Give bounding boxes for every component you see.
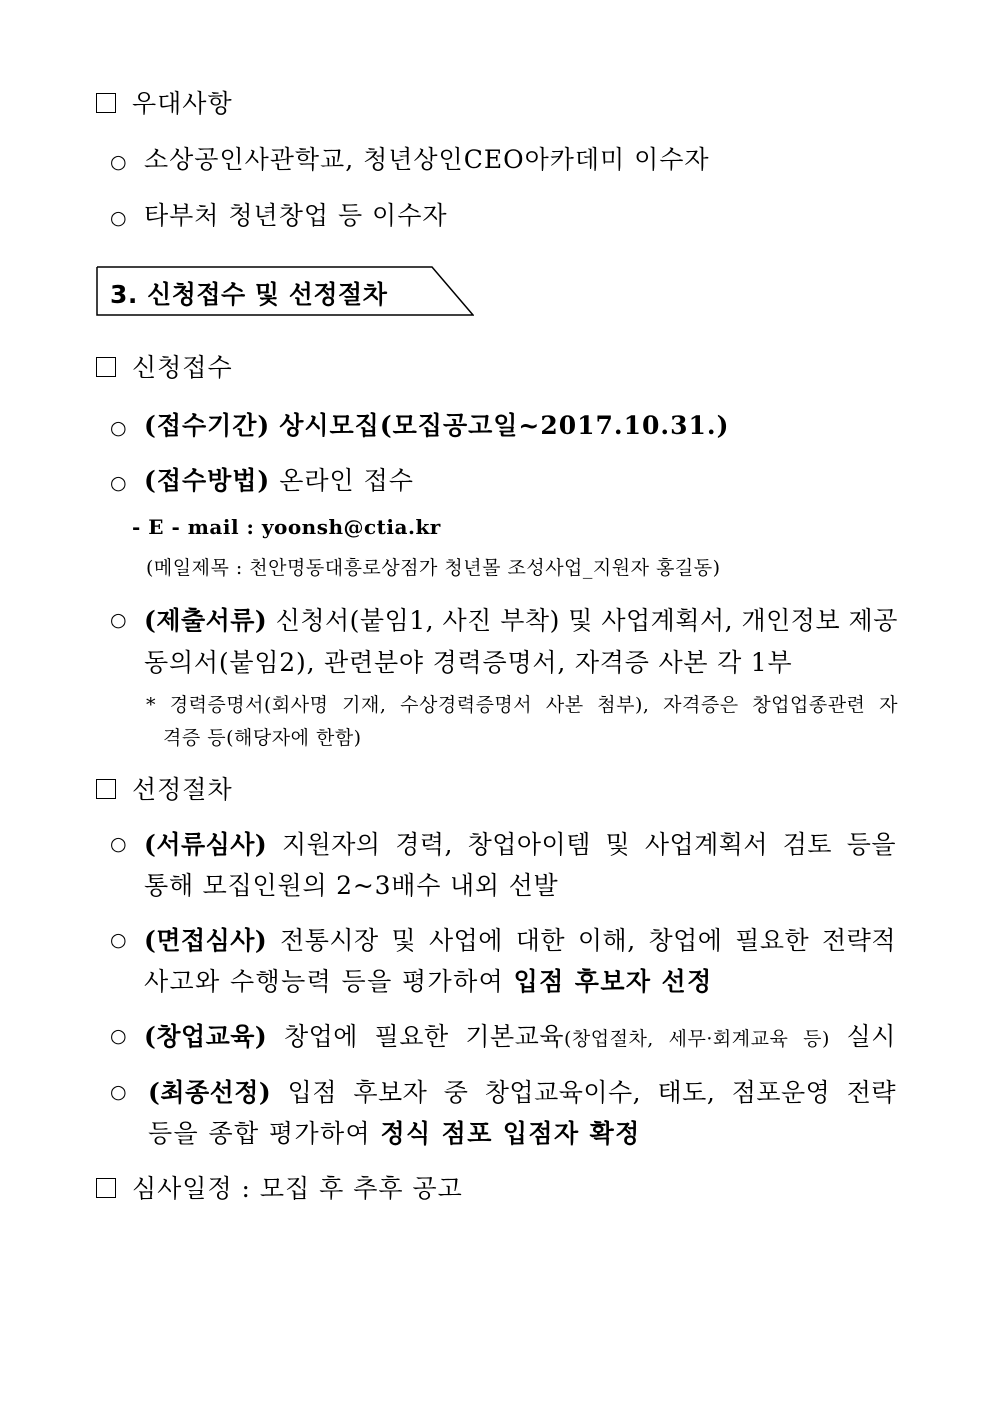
selection-interview-line2: 사고와 수행능력 등을 평가하여 입점 후보자 선정 — [144, 967, 713, 996]
application-email: - E - mail : yoonsh@ctia.kr — [132, 515, 441, 539]
application-docs-line1: (제출서류) 신청서(붙임1, 사진 부착) 및 사업계획서, 개인정보 제공 — [144, 606, 898, 635]
selection-interview-line1: (면접심사) 전통시장 및 사업에 대한 이해, 창업에 필요한 전략적 — [144, 926, 896, 955]
square-bullet-icon — [96, 93, 116, 113]
square-bullet-icon — [96, 779, 116, 799]
circle-bullet-icon: ○ — [110, 609, 128, 631]
schedule-heading: 심사일정 : 모집 후 추후 공고 — [96, 1169, 463, 1205]
circle-bullet-icon: ○ — [110, 1025, 128, 1047]
application-period: ○ (접수기간) 상시모집(모집공고일~2017.10.31.) — [110, 411, 730, 440]
circle-bullet-icon: ○ — [110, 929, 128, 951]
selection-final-line2: 등을 종합 평가하여 정식 점포 입점자 확정 — [148, 1119, 641, 1148]
application-docs-note2: 격증 등(해당자에 한함) — [163, 727, 362, 749]
circle-bullet-icon: ○ — [110, 1081, 128, 1103]
circle-bullet-icon: ○ — [110, 151, 128, 173]
circle-bullet-icon: ○ — [110, 472, 128, 494]
selection-final-line1: (최종선정) 입점 후보자 중 창업교육이수, 태도, 점포운영 전략 — [148, 1078, 896, 1107]
circle-bullet-icon: ○ — [110, 417, 128, 439]
preference-item-1: ○ 소상공인사관학교, 청년상인CEO아카데미 이수자 — [110, 145, 710, 174]
application-method: ○ (접수방법) 온라인 접수 — [110, 466, 414, 495]
application-docs-line2: 동의서(붙임2), 관련분야 경력증명서, 자격증 사본 각 1부 — [144, 648, 793, 677]
preference-item-2: ○ 타부처 청년창업 등 이수자 — [110, 201, 448, 230]
square-bullet-icon — [96, 1178, 116, 1198]
selection-heading: 선정절차 — [96, 770, 233, 806]
square-bullet-icon — [96, 357, 116, 377]
circle-bullet-icon: ○ — [110, 833, 128, 855]
selection-edu: (창업교육) 창업에 필요한 기본교육(창업절차, 세무·회계교육 등) 실시 — [144, 1022, 896, 1051]
selection-doc-review-line1: (서류심사) 지원자의 경력, 창업아이템 및 사업계획서 검토 등을 — [144, 830, 897, 859]
application-docs-note1: * 경력증명서(회사명 기재, 수상경력증명서 사본 첨부), 자격증은 창업업종관련 자 — [146, 694, 898, 716]
application-email-note: (메일제목 : 천안명동대흥로상점가 청년몰 조성사업_지원자 홍길동) — [146, 557, 721, 579]
section-title-box — [96, 266, 474, 316]
section-title: 3. 신청접수 및 선정절차 — [110, 280, 388, 309]
application-heading: 신청접수 — [96, 348, 233, 384]
circle-bullet-icon: ○ — [110, 207, 128, 229]
selection-doc-review-line2: 통해 모집인원의 2~3배수 내외 선발 — [144, 871, 559, 900]
preference-heading: 우대사항 — [96, 84, 233, 120]
